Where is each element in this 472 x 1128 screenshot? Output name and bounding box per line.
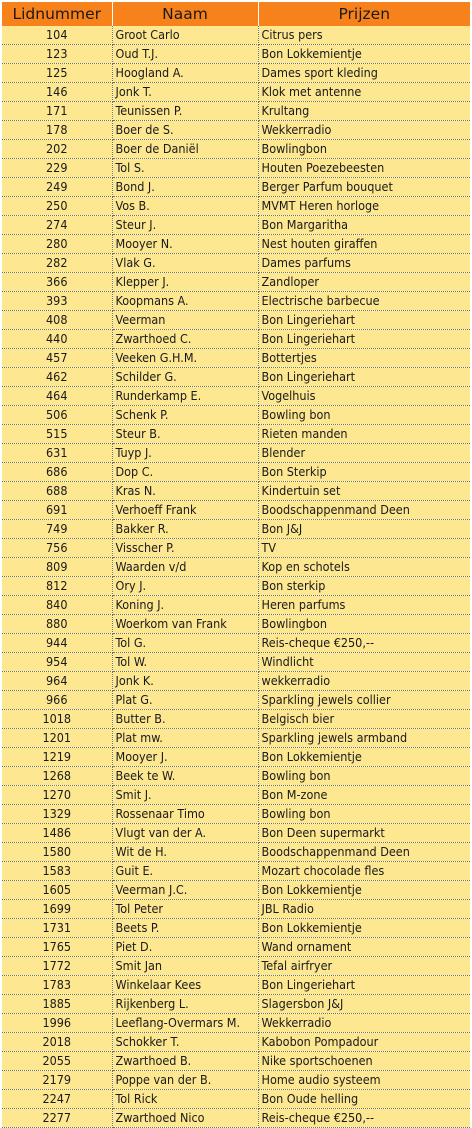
member-name-cell: Rossenaar Timo	[112, 805, 258, 824]
member-number-cell: 2277	[2, 1109, 112, 1128]
member-name-cell: Steur B.	[112, 425, 258, 444]
prize-cell: Klok met antenne	[258, 83, 470, 102]
prize-cell: Bottertjes	[258, 349, 470, 368]
header-lidnummer: Lidnummer	[2, 2, 112, 26]
member-name-cell: Ory J.	[112, 577, 258, 596]
table-row	[2, 444, 470, 463]
member-name-cell: Verhoeff Frank	[112, 501, 258, 520]
prize-cell: Kop en schotels	[258, 558, 470, 577]
member-number-cell: 1731	[2, 919, 112, 938]
prize-cell: Bon Lingeriehart	[258, 368, 470, 387]
table-row	[2, 539, 470, 558]
member-name-cell: Tol Peter	[112, 900, 258, 919]
member-name-cell: Tol G.	[112, 634, 258, 653]
prize-cell: Wand ornament	[258, 938, 470, 957]
prize-cell: Bon sterkip	[258, 577, 470, 596]
member-number-cell: 1201	[2, 729, 112, 748]
prize-cell: Wekkerradio	[258, 121, 470, 140]
member-number-cell: 944	[2, 634, 112, 653]
member-number-cell: 2018	[2, 1033, 112, 1052]
table-header	[2, 2, 470, 26]
table-row	[2, 919, 470, 938]
member-number-cell: 178	[2, 121, 112, 140]
member-name-cell: Plat G.	[112, 691, 258, 710]
prize-cell: wekkerradio	[258, 672, 470, 691]
member-number-cell: 686	[2, 463, 112, 482]
table-row	[2, 387, 470, 406]
table-row	[2, 102, 470, 121]
prize-cell: Bon J&J	[258, 520, 470, 539]
member-name-cell: Koopmans A.	[112, 292, 258, 311]
member-name-cell: Veeken G.H.M.	[112, 349, 258, 368]
table-row	[2, 805, 470, 824]
table-row	[2, 121, 470, 140]
prize-cell: Citrus pers	[258, 26, 470, 45]
member-number-cell: 440	[2, 330, 112, 349]
table-row	[2, 83, 470, 102]
member-number-cell: 688	[2, 482, 112, 501]
member-name-cell: Vos B.	[112, 197, 258, 216]
member-name-cell: Bakker R.	[112, 520, 258, 539]
prize-cell: Bon Margaritha	[258, 216, 470, 235]
table-row	[2, 273, 470, 292]
member-number-cell: 250	[2, 197, 112, 216]
prize-cell: Tefal airfryer	[258, 957, 470, 976]
member-name-cell: Schokker T.	[112, 1033, 258, 1052]
member-number-cell: 2247	[2, 1090, 112, 1109]
prize-cell: Bon Deen supermarkt	[258, 824, 470, 843]
prize-cell: Bon Lokkemientje	[258, 881, 470, 900]
prize-cell: Heren parfums	[258, 596, 470, 615]
member-name-cell: Smit Jan	[112, 957, 258, 976]
prize-cell: Bowling bon	[258, 805, 470, 824]
table-row	[2, 216, 470, 235]
member-name-cell: Tol S.	[112, 159, 258, 178]
prize-cell: TV	[258, 539, 470, 558]
table-row	[2, 900, 470, 919]
prize-cell: Zandloper	[258, 273, 470, 292]
prize-cell: Rieten manden	[258, 425, 470, 444]
member-number-cell: 408	[2, 311, 112, 330]
prize-cell: Windlicht	[258, 653, 470, 672]
table-row	[2, 1014, 470, 1033]
prize-cell: Bowlingbon	[258, 615, 470, 634]
member-number-cell: 2055	[2, 1052, 112, 1071]
member-name-cell: Mooyer J.	[112, 748, 258, 767]
member-name-cell: Steur J.	[112, 216, 258, 235]
member-name-cell: Beek te W.	[112, 767, 258, 786]
member-name-cell: Visscher P.	[112, 539, 258, 558]
member-number-cell: 2179	[2, 1071, 112, 1090]
member-number-cell: 1765	[2, 938, 112, 957]
prize-cell: Nest houten giraffen	[258, 235, 470, 254]
table-row	[2, 425, 470, 444]
member-name-cell: Beets P.	[112, 919, 258, 938]
member-name-cell: Groot Carlo	[112, 26, 258, 45]
member-number-cell: 964	[2, 672, 112, 691]
prize-cell: JBL Radio	[258, 900, 470, 919]
table-row	[2, 501, 470, 520]
member-number-cell: 202	[2, 140, 112, 159]
table-row	[2, 710, 470, 729]
member-number-cell: 506	[2, 406, 112, 425]
table-row	[2, 577, 470, 596]
member-name-cell: Wit de H.	[112, 843, 258, 862]
table-row	[2, 976, 470, 995]
prize-cell: Belgisch bier	[258, 710, 470, 729]
member-name-cell: Piet D.	[112, 938, 258, 957]
member-number-cell: 515	[2, 425, 112, 444]
member-number-cell: 966	[2, 691, 112, 710]
member-number-cell: 756	[2, 539, 112, 558]
table-row	[2, 45, 470, 64]
table-row	[2, 862, 470, 881]
member-number-cell: 462	[2, 368, 112, 387]
member-number-cell: 1605	[2, 881, 112, 900]
table-row	[2, 596, 470, 615]
prize-cell: Houten Poezebeesten	[258, 159, 470, 178]
table-row	[2, 292, 470, 311]
prize-cell: Dames parfums	[258, 254, 470, 273]
table-row	[2, 520, 470, 539]
member-number-cell: 1699	[2, 900, 112, 919]
table-row	[2, 558, 470, 577]
member-number-cell: 1018	[2, 710, 112, 729]
prize-cell: Boodschappenmand Deen	[258, 843, 470, 862]
prize-cell: Nike sportschoenen	[258, 1052, 470, 1071]
member-name-cell: Kras N.	[112, 482, 258, 501]
member-name-cell: Zwarthoed Nico	[112, 1109, 258, 1128]
member-number-cell: 1783	[2, 976, 112, 995]
table-row	[2, 691, 470, 710]
member-name-cell: Waarden v/d	[112, 558, 258, 577]
prize-cell: Home audio systeem	[258, 1071, 470, 1090]
prize-cell: Bowling bon	[258, 406, 470, 425]
prize-list-container	[2, 0, 470, 1128]
prize-cell: Kindertuin set	[258, 482, 470, 501]
prize-cell: Electrische barbecue	[258, 292, 470, 311]
member-number-cell: 104	[2, 26, 112, 45]
member-name-cell: Hoogland A.	[112, 64, 258, 83]
member-number-cell: 229	[2, 159, 112, 178]
member-number-cell: 954	[2, 653, 112, 672]
member-number-cell: 749	[2, 520, 112, 539]
table-row	[2, 482, 470, 501]
member-number-cell: 1268	[2, 767, 112, 786]
member-name-cell: Zwarthoed C.	[112, 330, 258, 349]
member-number-cell: 457	[2, 349, 112, 368]
prize-cell: MVMT Heren horloge	[258, 197, 470, 216]
member-name-cell: Teunissen P.	[112, 102, 258, 121]
table-row	[2, 995, 470, 1014]
table-row	[2, 235, 470, 254]
member-number-cell: 171	[2, 102, 112, 121]
prize-cell: Bon M-zone	[258, 786, 470, 805]
member-number-cell: 125	[2, 64, 112, 83]
table-row	[2, 767, 470, 786]
member-number-cell: 812	[2, 577, 112, 596]
member-name-cell: Leeflang-Overmars M.	[112, 1014, 258, 1033]
table-row	[2, 824, 470, 843]
member-number-cell: 1772	[2, 957, 112, 976]
member-name-cell: Oud T.J.	[112, 45, 258, 64]
member-name-cell: Boer de Daniël	[112, 140, 258, 159]
prize-cell: Bowling bon	[258, 767, 470, 786]
member-number-cell: 282	[2, 254, 112, 273]
prize-cell: Berger Parfum bouquet	[258, 178, 470, 197]
table-row	[2, 1033, 470, 1052]
member-number-cell: 691	[2, 501, 112, 520]
member-name-cell: Plat mw.	[112, 729, 258, 748]
member-number-cell: 1996	[2, 1014, 112, 1033]
table-row	[2, 64, 470, 83]
prize-cell: Sparkling jewels collier	[258, 691, 470, 710]
prize-cell: Vogelhuis	[258, 387, 470, 406]
member-name-cell: Jonk K.	[112, 672, 258, 691]
member-number-cell: 249	[2, 178, 112, 197]
table-row	[2, 254, 470, 273]
member-name-cell: Schenk P.	[112, 406, 258, 425]
table-row	[2, 159, 470, 178]
member-name-cell: Vlugt van der A.	[112, 824, 258, 843]
table-row	[2, 349, 470, 368]
prize-cell: Bon Lokkemientje	[258, 748, 470, 767]
member-number-cell: 1270	[2, 786, 112, 805]
member-name-cell: Vlak G.	[112, 254, 258, 273]
table-row	[2, 1052, 470, 1071]
member-name-cell: Runderkamp E.	[112, 387, 258, 406]
table-row	[2, 26, 470, 45]
table-row	[2, 178, 470, 197]
prize-cell: Bon Sterkip	[258, 463, 470, 482]
table-row	[2, 881, 470, 900]
member-number-cell: 631	[2, 444, 112, 463]
prize-cell: Dames sport kleding	[258, 64, 470, 83]
prize-cell: Krultang	[258, 102, 470, 121]
prize-cell: Bon Oude helling	[258, 1090, 470, 1109]
member-number-cell: 1486	[2, 824, 112, 843]
member-name-cell: Jonk T.	[112, 83, 258, 102]
prize-cell: Bon Lingeriehart	[258, 330, 470, 349]
member-name-cell: Dop C.	[112, 463, 258, 482]
table-row	[2, 197, 470, 216]
member-name-cell: Tol W.	[112, 653, 258, 672]
prize-cell: Reis-cheque €250,--	[258, 634, 470, 653]
prize-cell: Wekkerradio	[258, 1014, 470, 1033]
member-name-cell: Tuyp J.	[112, 444, 258, 463]
prize-cell: Bon Lokkemientje	[258, 919, 470, 938]
member-number-cell: 1583	[2, 862, 112, 881]
member-name-cell: Veerman J.C.	[112, 881, 258, 900]
table-row	[2, 938, 470, 957]
table-row	[2, 1109, 470, 1128]
prize-cell: Reis-cheque €250,--	[258, 1109, 470, 1128]
member-number-cell: 274	[2, 216, 112, 235]
member-name-cell: Guit E.	[112, 862, 258, 881]
member-name-cell: Mooyer N.	[112, 235, 258, 254]
prize-cell: Bon Lingeriehart	[258, 976, 470, 995]
member-number-cell: 464	[2, 387, 112, 406]
member-name-cell: Rijkenberg L.	[112, 995, 258, 1014]
prize-cell: Bon Lokkemientje	[258, 45, 470, 64]
header-row	[2, 2, 470, 26]
prize-table	[2, 2, 470, 1128]
table-row	[2, 1090, 470, 1109]
table-row	[2, 1071, 470, 1090]
member-name-cell: Schilder G.	[112, 368, 258, 387]
member-name-cell: Tol Rick	[112, 1090, 258, 1109]
member-name-cell: Smit J.	[112, 786, 258, 805]
member-name-cell: Klepper J.	[112, 273, 258, 292]
table-row	[2, 748, 470, 767]
table-row	[2, 729, 470, 748]
table-row	[2, 957, 470, 976]
member-number-cell: 1219	[2, 748, 112, 767]
member-number-cell: 280	[2, 235, 112, 254]
table-row	[2, 634, 470, 653]
prize-cell: Sparkling jewels armband	[258, 729, 470, 748]
member-name-cell: Bond J.	[112, 178, 258, 197]
prize-cell: Mozart chocolade fles	[258, 862, 470, 881]
table-body	[2, 26, 470, 1128]
header-naam: Naam	[112, 2, 258, 26]
member-name-cell: Woerkom van Frank	[112, 615, 258, 634]
prize-cell: Bowlingbon	[258, 140, 470, 159]
table-row	[2, 615, 470, 634]
table-row	[2, 843, 470, 862]
prize-cell: Boodschappenmand Deen	[258, 501, 470, 520]
member-number-cell: 393	[2, 292, 112, 311]
table-row	[2, 406, 470, 425]
member-number-cell: 809	[2, 558, 112, 577]
member-name-cell: Zwarthoed B.	[112, 1052, 258, 1071]
table-row	[2, 330, 470, 349]
table-row	[2, 463, 470, 482]
table-row	[2, 672, 470, 691]
table-row	[2, 140, 470, 159]
header-prijzen: Prijzen	[258, 2, 470, 26]
member-name-cell: Butter B.	[112, 710, 258, 729]
table-row	[2, 786, 470, 805]
member-name-cell: Poppe van der B.	[112, 1071, 258, 1090]
member-number-cell: 146	[2, 83, 112, 102]
prize-cell: Kabobon Pompadour	[258, 1033, 470, 1052]
member-number-cell: 1885	[2, 995, 112, 1014]
prize-cell: Slagersbon J&J	[258, 995, 470, 1014]
prize-cell: Bon Lingeriehart	[258, 311, 470, 330]
prize-cell: Blender	[258, 444, 470, 463]
member-name-cell: Boer de S.	[112, 121, 258, 140]
member-number-cell: 1329	[2, 805, 112, 824]
member-number-cell: 1580	[2, 843, 112, 862]
member-name-cell: Winkelaar Kees	[112, 976, 258, 995]
member-name-cell: Koning J.	[112, 596, 258, 615]
member-name-cell: Veerman	[112, 311, 258, 330]
table-row	[2, 311, 470, 330]
table-row	[2, 368, 470, 387]
table-row	[2, 653, 470, 672]
member-number-cell: 840	[2, 596, 112, 615]
member-number-cell: 123	[2, 45, 112, 64]
member-number-cell: 880	[2, 615, 112, 634]
member-number-cell: 366	[2, 273, 112, 292]
